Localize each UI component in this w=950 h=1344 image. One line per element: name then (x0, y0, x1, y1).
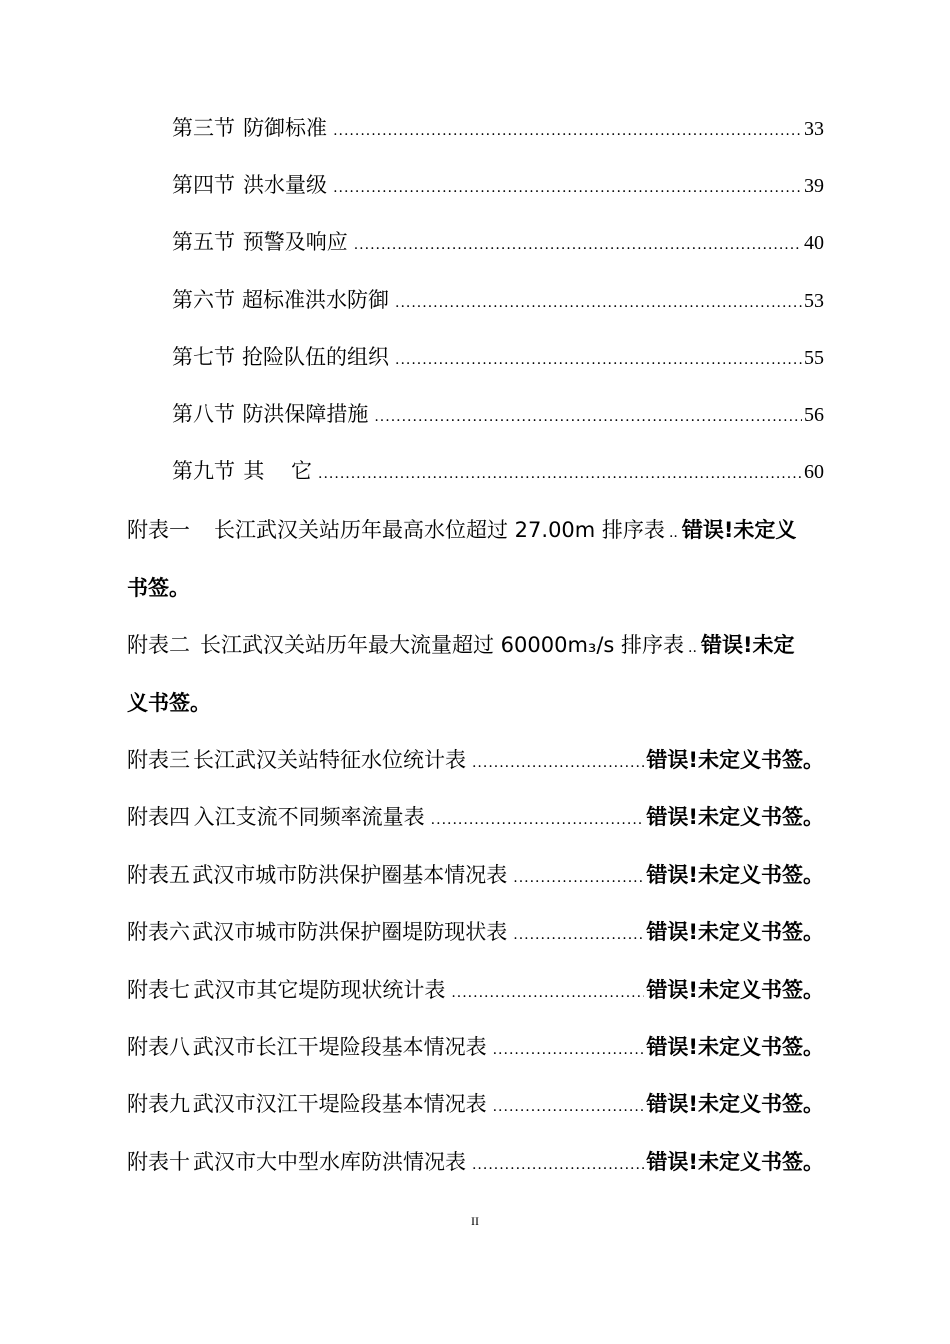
toc-entry-appendix[interactable] (127, 801, 824, 831)
toc-entry-appendix[interactable] (127, 744, 824, 774)
toc-entry-section[interactable] (172, 455, 824, 485)
error-bookmark-text: 错误!未定义书签。 (646, 978, 824, 1002)
section-title: 防御标准 (243, 116, 328, 140)
dot-leader (318, 466, 802, 482)
dot-leader (333, 180, 802, 196)
appendix-title: 长江武汉关站特征水位统计表 (192, 748, 466, 772)
appendix-title: 武汉市城市防洪保护圈基本情况表 (192, 863, 508, 887)
error-bookmark-text: 错误!未定义书签。 (646, 1150, 824, 1174)
dot-leader (395, 352, 802, 368)
page-number: 55 (804, 347, 824, 369)
dot-leader: .. (688, 640, 697, 656)
error-bookmark-text: 错误!未定义书签。 (646, 805, 824, 829)
section-number: 第六节 (172, 288, 235, 312)
appendix-title: 武汉市长江干堤险段基本情况表 (192, 1035, 487, 1059)
error-bookmark-text: 错误!未定义书签。 (646, 863, 824, 887)
error-bookmark-text-continued: 书签。 (127, 576, 190, 600)
appendix-number: 附表七 (127, 978, 190, 1002)
section-title: 超标准洪水防御 (242, 288, 389, 312)
appendix-number: 附表六 (127, 920, 190, 944)
appendix-number: 附表四 (127, 805, 190, 829)
dot-leader (472, 755, 644, 771)
dot-leader (493, 1042, 645, 1058)
dot-leader (513, 927, 644, 943)
dot-leader (354, 237, 802, 253)
error-bookmark-text: 错误!未定 (700, 633, 795, 657)
appendix-number: 附表五 (127, 863, 190, 887)
dot-leader (513, 870, 644, 886)
section-title: 抢险队伍的组织 (242, 345, 389, 369)
toc-entry-section[interactable] (172, 398, 824, 428)
appendix-number: 附表九 (127, 1092, 190, 1116)
page-footer-number: II (471, 1214, 479, 1228)
appendix-number: 附表十 (127, 1150, 190, 1174)
error-bookmark-text: 错误!未定义书签。 (646, 920, 824, 944)
page-number: 60 (804, 461, 824, 483)
section-title: 洪水量级 (243, 173, 328, 197)
error-bookmark-text: 错误!未定义书签。 (646, 1035, 824, 1059)
appendix-number: 附表一 (127, 518, 190, 542)
toc-entry-section[interactable] (172, 284, 824, 314)
appendix-title: 武汉市大中型水库防洪情况表 (192, 1150, 466, 1174)
section-number: 第八节 (172, 402, 235, 426)
toc-entry-appendix[interactable] (127, 974, 824, 1004)
toc-entry-appendix[interactable] (127, 1031, 824, 1061)
section-number: 第九节 (172, 459, 235, 483)
appendix-title: 武汉市其它堤防现状统计表 (193, 978, 446, 1002)
page-number: 39 (804, 175, 824, 197)
page-number: 53 (804, 290, 824, 312)
page-number: 40 (804, 232, 824, 254)
appendix-number: 附表八 (127, 1035, 190, 1059)
toc-entry-appendix[interactable] (127, 916, 824, 946)
toc-entry-appendix[interactable] (127, 1146, 824, 1176)
appendix-number: 附表三 (127, 748, 190, 772)
toc-entry-appendix[interactable] (127, 859, 824, 889)
toc-entry-section[interactable] (172, 169, 824, 199)
toc-entry-section[interactable] (172, 226, 824, 256)
section-title: 预警及响应 (242, 230, 348, 254)
appendix-title: 武汉市城市防洪保护圈堤防现状表 (192, 920, 508, 944)
toc-entry-section[interactable] (172, 341, 824, 371)
error-bookmark-text: 错误!未定义 (681, 518, 797, 542)
toc-entry-appendix[interactable] (127, 629, 827, 715)
error-bookmark-text: 错误!未定义书签。 (646, 748, 824, 772)
dot-leader (451, 985, 644, 1001)
toc-entry-appendix[interactable] (127, 514, 827, 600)
appendix-number: 附表二 (127, 633, 190, 657)
dot-leader (493, 1099, 645, 1115)
toc-entry-section[interactable] (172, 112, 824, 142)
dot-leader (395, 295, 802, 311)
section-title: 防洪保障措施 (242, 402, 369, 426)
appendix-title: 长江武汉关站历年最高水位超过 27.00m 排序表 (214, 518, 665, 542)
appendix-title: 武汉市汉江干堤险段基本情况表 (192, 1092, 487, 1116)
section-number: 第四节 (172, 173, 235, 197)
appendix-title: 长江武汉关站历年最大流量超过 60000m₃/s 排序表 (200, 633, 685, 657)
section-number: 第三节 (172, 116, 235, 140)
section-number: 第五节 (172, 230, 235, 254)
dot-leader: .. (668, 525, 678, 541)
dot-leader (431, 812, 645, 828)
section-number: 第七节 (172, 345, 235, 369)
section-title: 其 它 (243, 459, 313, 483)
appendix-title: 入江支流不同频率流量表 (193, 805, 425, 829)
error-bookmark-text-continued: 义书签。 (127, 691, 211, 715)
page-number: 56 (804, 404, 824, 426)
error-bookmark-text: 错误!未定义书签。 (646, 1092, 824, 1116)
dot-leader (472, 1157, 644, 1173)
page-number: 33 (804, 118, 824, 140)
dot-leader (374, 409, 802, 425)
toc-entry-appendix[interactable] (127, 1088, 824, 1118)
dot-leader (333, 123, 802, 139)
